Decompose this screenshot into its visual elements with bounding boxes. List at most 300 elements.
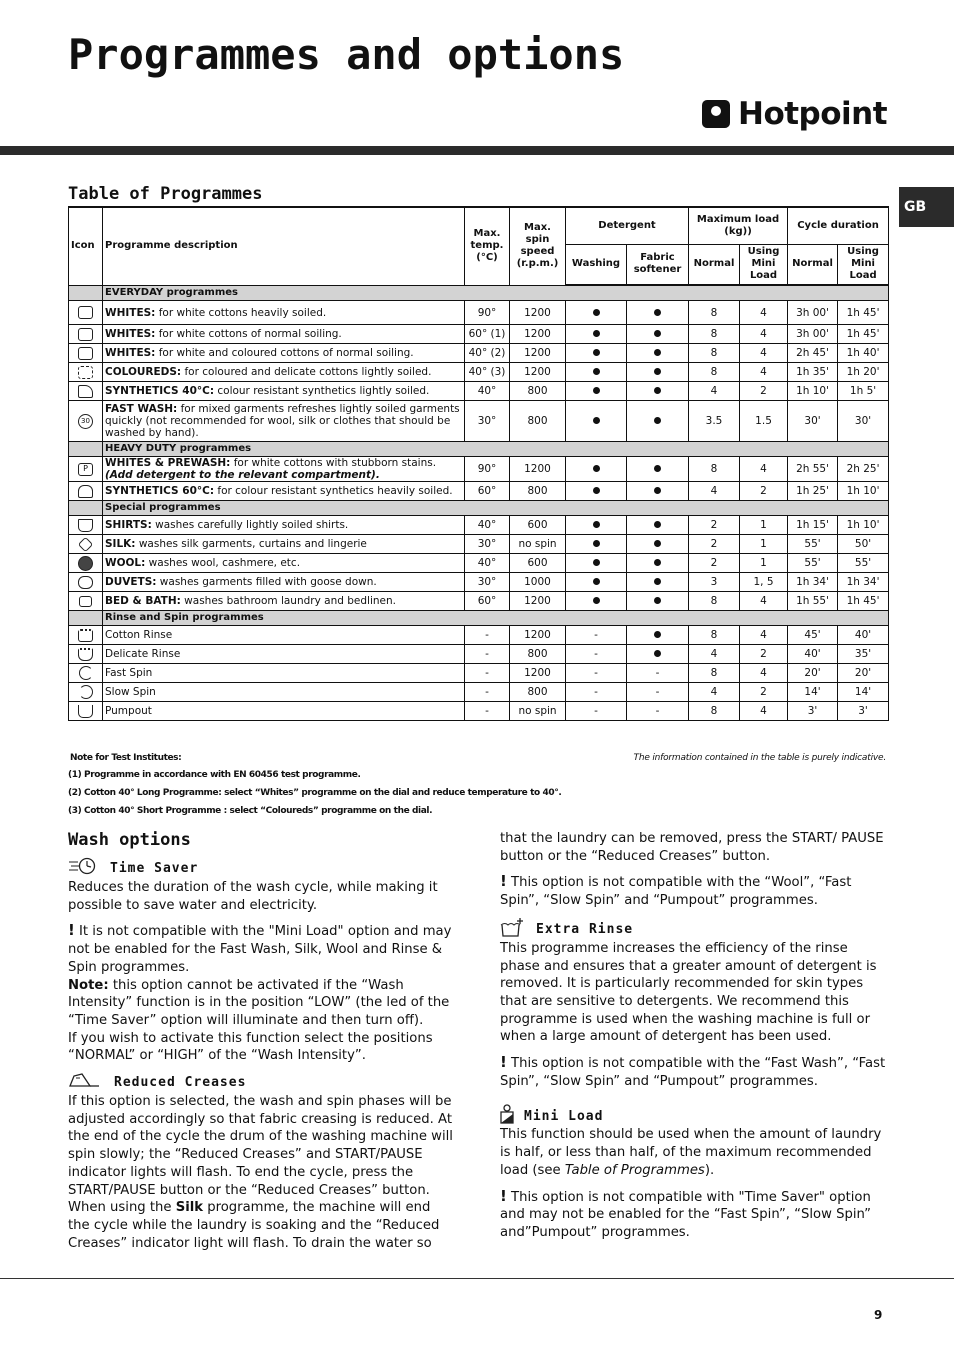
max-spin-cell: 1200 — [510, 457, 566, 482]
header-max-load: Maximum load (kg)) — [689, 207, 788, 244]
reduced-creases-icon — [68, 1072, 100, 1094]
warning-mark: ! — [500, 1053, 507, 1072]
time-saver-heading — [68, 859, 453, 879]
cotton-rinse-icon — [78, 629, 93, 641]
programme-name: WHITES: — [105, 328, 156, 340]
load-normal-cell: 2 — [689, 554, 740, 573]
programme-text: washes bathroom laundry and bedlinen. — [180, 595, 396, 607]
programmes-table — [68, 206, 889, 721]
washing-cell — [566, 554, 627, 573]
softener-cell — [627, 645, 689, 664]
table-row — [69, 683, 889, 702]
group-label: Rinse and Spin programmes — [103, 611, 889, 626]
washing-cell — [566, 382, 627, 401]
fast-spin-icon — [79, 667, 93, 679]
warning-mark: ! — [68, 921, 75, 940]
programme-description — [103, 645, 465, 664]
group-blank — [69, 442, 103, 457]
programme-name: SYNTHETICS 60°C: — [105, 485, 215, 497]
washing-cell — [566, 301, 627, 325]
programme-name: WHITES: — [105, 347, 156, 359]
load-normal-cell: 8 — [689, 301, 740, 325]
silk-text-a: When using the — [68, 1200, 176, 1216]
hotpoint-logo-mark-icon — [702, 100, 730, 128]
header-description: Programme description — [103, 207, 465, 285]
footnote-3: (3) Cotton 40° Short Programme : select “Coloureds” programme on the dial. — [68, 806, 433, 816]
load-normal-cell: 2 — [689, 516, 740, 535]
max-spin-cell: 1200 — [510, 664, 566, 683]
programme-text: for colour resistant synthetics heavily soiled. — [214, 485, 453, 497]
cycle-mini-cell: 20' — [838, 664, 889, 683]
softener-cell — [627, 592, 689, 611]
cycle-mini-cell: 55' — [838, 554, 889, 573]
table-row — [69, 325, 889, 344]
note-test-institutes: Note for Test Institutes: — [70, 753, 182, 763]
max-spin-cell: 800 — [510, 645, 566, 664]
load-normal-cell: 8 — [689, 325, 740, 344]
footnote-2: (2) Cotton 40° Long Programme: select “Whites” programme on the dial and reduce temperature to 40°. — [68, 788, 562, 798]
group-label: Special programmes — [103, 501, 889, 516]
warning-mark: ! — [500, 1186, 507, 1205]
reduced-creases-title: Reduced Creases — [114, 1075, 247, 1091]
softener-dot-icon — [654, 631, 661, 638]
programme-icon-cell — [69, 535, 103, 554]
cycle-normal-cell: 55' — [788, 554, 838, 573]
load-mini-cell: 4 — [740, 457, 788, 482]
max-spin-cell: 1000 — [510, 573, 566, 592]
table-row — [69, 664, 889, 683]
group-blank — [69, 285, 103, 301]
max-spin-cell: 800 — [510, 482, 566, 501]
programme-description — [103, 301, 465, 325]
washing-cell: - — [566, 626, 627, 645]
max-temp-cell: 60° — [465, 482, 510, 501]
load-normal-cell: 8 — [689, 664, 740, 683]
programme-icon-cell — [69, 457, 103, 482]
silk-text-c: programme, the machine will end the cycle while the laundry is soaking and the “Reduced Creases” indicator light will flash. To drain the water so — [68, 1200, 440, 1251]
cycle-normal-cell: 55' — [788, 535, 838, 554]
softener-dot-icon — [654, 487, 661, 494]
cycle-normal-cell: 1h 34' — [788, 573, 838, 592]
load-normal-cell: 4 — [689, 382, 740, 401]
coloureds-tub-icon — [78, 366, 93, 378]
softener-cell: - — [627, 664, 689, 683]
cycle-mini-cell: 1h 45' — [838, 325, 889, 344]
time-saver-activation: If you wish to activate this function select the positions “NORMAL” or “HIGH” of the “Wash Intensity”. — [68, 1030, 433, 1064]
programme-description — [103, 626, 465, 645]
softener-cell — [627, 363, 689, 382]
header-max-temp: Max. temp. (°C) — [465, 207, 510, 285]
softener-dot-icon — [654, 578, 661, 585]
programme-icon-cell — [69, 301, 103, 325]
softener-dot-icon — [654, 650, 661, 657]
extra-rinse-heading — [500, 920, 890, 940]
programme-name: COLOUREDS: — [105, 366, 182, 378]
load-mini-cell: 4 — [740, 702, 788, 721]
softener-dot-icon — [654, 368, 661, 375]
table-row — [69, 592, 889, 611]
washing-dot-icon — [593, 417, 600, 424]
programme-text: Fast Spin — [105, 667, 153, 679]
cotton-tub-icon — [78, 328, 93, 340]
softener-dot-icon — [654, 540, 661, 547]
programme-description — [103, 516, 465, 535]
max-spin-cell: 800 — [510, 382, 566, 401]
programme-name: WHITES: — [105, 306, 156, 319]
programme-icon-cell — [69, 363, 103, 382]
cotton-tub-icon — [78, 307, 93, 319]
programme-description — [103, 592, 465, 611]
cycle-normal-cell: 30' — [788, 401, 838, 442]
softener-cell: - — [627, 702, 689, 721]
mini-load-text-c: ). — [704, 1162, 715, 1178]
cycle-mini-cell: 1h 45' — [838, 592, 889, 611]
programme-name: SYNTHETICS 40°C: — [105, 385, 215, 397]
programme-description — [103, 325, 465, 344]
softener-cell — [627, 516, 689, 535]
header-divider-bar — [0, 146, 954, 155]
max-temp-cell: 60° — [465, 592, 510, 611]
cycle-normal-cell: 14' — [788, 683, 838, 702]
warning-mark: ! — [500, 872, 507, 891]
washing-cell — [566, 325, 627, 344]
softener-dot-icon — [654, 330, 661, 337]
load-normal-cell: 2 — [689, 535, 740, 554]
washing-dot-icon — [593, 349, 600, 356]
programme-text: washes garments filled with goose down. — [156, 576, 377, 588]
programme-description — [103, 457, 465, 482]
programme-text: for mixed garments refreshes lightly soiled garments quickly (not recommended for wool, silk or clothes that should be washed by hand). — [105, 403, 460, 439]
programme-icon-cell — [69, 573, 103, 592]
silk-text-b: Silk — [175, 1200, 204, 1216]
cycle-normal-cell: 1h 10' — [788, 382, 838, 401]
cycle-normal-cell: 1h 35' — [788, 363, 838, 382]
max-spin-cell: 1200 — [510, 301, 566, 325]
note-label: Note: — [68, 977, 109, 993]
load-mini-cell: 4 — [740, 592, 788, 611]
programme-description — [103, 554, 465, 573]
programme-text: Cotton Rinse — [105, 629, 173, 641]
programme-name: DUVETS: — [105, 576, 157, 588]
programme-emphasis: (Add detergent to the relevant compartment). — [105, 469, 380, 481]
reduced-creases-silk — [68, 1199, 453, 1252]
washing-cell: - — [566, 664, 627, 683]
washing-cell — [566, 401, 627, 442]
cycle-mini-cell: 1h 20' — [838, 363, 889, 382]
softener-dot-icon — [654, 597, 661, 604]
cycle-mini-cell: 30' — [838, 401, 889, 442]
synthetics-heavy-icon — [78, 485, 93, 497]
programme-icon-cell — [69, 592, 103, 611]
header-cycle-normal: Normal — [788, 244, 838, 285]
table-row — [69, 645, 889, 664]
fast-wash-30-icon: 30 — [78, 415, 93, 427]
washing-dot-icon — [593, 521, 600, 528]
cycle-mini-cell: 1h 34' — [838, 573, 889, 592]
programme-icon-cell — [69, 626, 103, 645]
washing-cell: - — [566, 702, 627, 721]
group-header-everyday — [69, 285, 889, 301]
softener-cell — [627, 401, 689, 442]
cycle-mini-cell: 1h 10' — [838, 516, 889, 535]
cycle-mini-cell: 1h 40' — [838, 344, 889, 363]
max-temp-cell: - — [465, 702, 510, 721]
table-row — [69, 482, 889, 501]
cycle-normal-cell: 2h 45' — [788, 344, 838, 363]
header-fabric-softener: Fabric softener — [627, 244, 689, 285]
load-normal-cell: 8 — [689, 344, 740, 363]
programme-text: Pumpout — [105, 705, 152, 717]
programme-icon-cell — [69, 401, 103, 442]
table-row — [69, 573, 889, 592]
silk-icon — [80, 538, 91, 550]
washing-cell: - — [566, 645, 627, 664]
cycle-mini-cell: 14' — [838, 683, 889, 702]
max-temp-cell: 90° — [465, 457, 510, 482]
washing-cell — [566, 516, 627, 535]
programme-text: for white cottons of normal soiling. — [155, 328, 342, 340]
table-row — [69, 363, 889, 382]
cycle-mini-cell: 1h 45' — [838, 301, 889, 325]
max-spin-cell: 1200 — [510, 344, 566, 363]
header-icon: Icon — [69, 207, 103, 285]
load-mini-cell: 1.5 — [740, 401, 788, 442]
load-mini-cell: 4 — [740, 626, 788, 645]
max-spin-cell: 1200 — [510, 363, 566, 382]
softener-cell — [627, 301, 689, 325]
load-mini-cell: 2 — [740, 645, 788, 664]
max-spin-cell: 600 — [510, 516, 566, 535]
table-row — [69, 702, 889, 721]
mini-load-heading — [500, 1106, 890, 1126]
programme-name: WOOL: — [105, 557, 146, 569]
programme-text: washes carefully lightly soiled shirts. — [151, 519, 349, 531]
shirt-icon — [78, 519, 93, 531]
programme-description — [103, 401, 465, 442]
max-temp-cell: 40° — [465, 516, 510, 535]
load-normal-cell: 8 — [689, 363, 740, 382]
header-load-mini: Using Mini Load — [740, 244, 788, 285]
programme-icon-cell — [69, 482, 103, 501]
cycle-mini-cell: 35' — [838, 645, 889, 664]
softener-dot-icon — [654, 521, 661, 528]
softener-cell — [627, 573, 689, 592]
wash-options-right-column — [500, 830, 890, 1242]
programme-text: Delicate Rinse — [105, 648, 181, 660]
mini-load-text-a: This function should be used when the amount of laundry is half, or less than half, of the maximum recommended load (see — [500, 1127, 882, 1178]
load-mini-cell: 4 — [740, 363, 788, 382]
max-temp-cell: 30° — [465, 535, 510, 554]
max-spin-cell: 800 — [510, 401, 566, 442]
programme-text: for white cottons heavily soiled. — [155, 306, 327, 319]
max-spin-cell: 1200 — [510, 626, 566, 645]
delicate-rinse-icon — [78, 648, 93, 660]
softener-cell — [627, 535, 689, 554]
group-header-special — [69, 501, 889, 516]
programme-text: washes wool, cashmere, etc. — [145, 557, 301, 569]
programme-text: for white and coloured cottons of normal soiling. — [155, 347, 414, 359]
mini-load-text — [500, 1126, 890, 1179]
max-temp-cell: 40° (2) — [465, 344, 510, 363]
programme-name: WHITES & PREWASH: — [105, 457, 231, 469]
programme-name: SHIRTS: — [105, 519, 152, 531]
programme-description — [103, 573, 465, 592]
load-normal-cell: 8 — [689, 592, 740, 611]
softener-cell — [627, 554, 689, 573]
load-mini-cell: 4 — [740, 664, 788, 683]
group-label: HEAVY DUTY programmes — [103, 442, 889, 457]
duvet-icon — [78, 576, 93, 588]
max-spin-cell: 1200 — [510, 592, 566, 611]
table-row — [69, 401, 889, 442]
washing-dot-icon — [593, 487, 600, 494]
max-spin-cell: no spin — [510, 535, 566, 554]
group-blank — [69, 501, 103, 516]
cycle-mini-cell: 1h 5' — [838, 382, 889, 401]
cycle-normal-cell: 3h 00' — [788, 301, 838, 325]
programme-description — [103, 344, 465, 363]
programme-description — [103, 664, 465, 683]
programme-description — [103, 482, 465, 501]
washing-dot-icon — [593, 540, 600, 547]
washing-cell — [566, 535, 627, 554]
table-row — [69, 457, 889, 482]
washing-dot-icon — [593, 368, 600, 375]
group-header-rinse — [69, 611, 889, 626]
time-saver-icon — [68, 857, 98, 881]
programme-icon-cell — [69, 554, 103, 573]
page-number: 9 — [874, 1308, 883, 1322]
extra-rinse-icon — [500, 917, 524, 943]
washing-cell — [566, 592, 627, 611]
language-tab: GB — [899, 187, 954, 227]
header-max-spin: Max. spin speed (r.p.m.) — [510, 207, 566, 285]
cycle-mini-cell: 40' — [838, 626, 889, 645]
table-row — [69, 344, 889, 363]
programme-text: for coloured and delicate cottons lightly soiled. — [181, 366, 432, 378]
slow-spin-icon — [79, 686, 93, 698]
programme-icon-cell — [69, 382, 103, 401]
table-row — [69, 516, 889, 535]
load-normal-cell: 3.5 — [689, 401, 740, 442]
load-normal-cell: 8 — [689, 626, 740, 645]
load-mini-cell: 2 — [740, 382, 788, 401]
programme-description — [103, 535, 465, 554]
cycle-normal-cell: 20' — [788, 664, 838, 683]
programme-text: for white cottons with stubborn stains. — [230, 457, 437, 469]
washing-dot-icon — [593, 559, 600, 566]
washing-cell — [566, 363, 627, 382]
load-mini-cell: 4 — [740, 325, 788, 344]
footer-divider — [0, 1278, 954, 1279]
max-temp-cell: 40° — [465, 554, 510, 573]
washing-dot-icon — [593, 465, 600, 472]
load-mini-cell: 1 — [740, 554, 788, 573]
load-mini-cell: 4 — [740, 344, 788, 363]
cycle-normal-cell: 1h 15' — [788, 516, 838, 535]
load-mini-cell: 1, 5 — [740, 573, 788, 592]
max-spin-cell: no spin — [510, 702, 566, 721]
programme-icon-cell — [69, 344, 103, 363]
softener-dot-icon — [654, 465, 661, 472]
max-spin-cell: 1200 — [510, 325, 566, 344]
softener-cell — [627, 344, 689, 363]
load-normal-cell: 8 — [689, 457, 740, 482]
cycle-normal-cell: 1h 25' — [788, 482, 838, 501]
programme-text: colour resistant synthetics lightly soiled. — [214, 385, 430, 397]
programme-name: SILK: — [105, 538, 136, 550]
max-temp-cell: 40° — [465, 382, 510, 401]
max-temp-cell: 60° (1) — [465, 325, 510, 344]
page-title: Programmes and options — [68, 30, 625, 79]
load-mini-cell: 4 — [740, 301, 788, 325]
max-temp-cell: 40° (3) — [465, 363, 510, 382]
cotton-tub-icon — [78, 347, 93, 359]
mini-load-title: Mini Load — [524, 1108, 604, 1124]
reduced-creases-warning — [500, 873, 890, 909]
time-saver-warning-text: It is not compatible with the "Mini Load" option and may not be enabled for the Fast Wash, Silk, Wool and Rinse & Spin programmes. — [68, 924, 452, 975]
synthetics-icon — [78, 385, 93, 397]
cycle-normal-cell: 45' — [788, 626, 838, 645]
programme-icon-cell — [69, 683, 103, 702]
wash-options-title: Wash options — [68, 830, 191, 850]
extra-rinse-text: This programme increases the efficiency of the rinse phase and ensures that a greater amount of detergent is removed. It is particularly recommended for skin types that are sensitive to detergents. We recommend this programme is used when the washing machine is full or when a large amount of detergent has been used. — [500, 940, 877, 1045]
load-normal-cell: 4 — [689, 683, 740, 702]
softener-cell — [627, 626, 689, 645]
washing-cell — [566, 457, 627, 482]
cycle-normal-cell: 40' — [788, 645, 838, 664]
pumpout-icon — [78, 705, 93, 717]
programme-icon-cell — [69, 702, 103, 721]
washing-cell — [566, 344, 627, 363]
programme-text: washes silk garments, curtains and lingerie — [135, 538, 367, 550]
softener-cell — [627, 382, 689, 401]
cycle-normal-cell: 1h 55' — [788, 592, 838, 611]
max-temp-cell: - — [465, 626, 510, 645]
reduced-creases-warning-text: This option is not compatible with the “Wool”, “Fast Spin”, “Slow Spin” and “Pumpout” programmes. — [500, 875, 852, 909]
programme-description — [103, 683, 465, 702]
load-normal-cell: 4 — [689, 482, 740, 501]
washing-dot-icon — [593, 309, 600, 316]
cycle-normal-cell: 3h 00' — [788, 325, 838, 344]
extra-rinse-warning — [500, 1054, 890, 1090]
time-saver-note-text: this option cannot be activated if the “Wash Intensity” function is in the position “LOW” (the led of the “Time Saver” option will illuminate and then turn off). — [68, 977, 450, 1028]
max-temp-cell: 30° — [465, 401, 510, 442]
cycle-mini-cell: 3' — [838, 702, 889, 721]
header-cycle-mini: Using Mini Load — [838, 244, 889, 285]
softener-cell — [627, 482, 689, 501]
prewash-icon: P — [78, 463, 93, 475]
cycle-mini-cell: 1h 10' — [838, 482, 889, 501]
programme-description — [103, 363, 465, 382]
table-reference: Table of Programmes — [564, 1162, 705, 1178]
extra-rinse-title: Extra Rinse — [536, 921, 634, 937]
table-row — [69, 382, 889, 401]
programme-name: FAST WASH: — [105, 403, 178, 415]
programme-description — [103, 702, 465, 721]
softener-cell — [627, 325, 689, 344]
reduced-creases-text: If this option is selected, the wash and spin phases will be adjusted accordingly so that fabric creasing is reduced. At the end of the cycle the drum of the washing machine will spin slowly; the “Reduced Creases” and START/PAUSE indicator lights will flash. To end the cycle, press the START/PAUSE button or the “Reduced Creases” button. — [68, 1094, 453, 1198]
wash-options-left-column — [68, 859, 453, 1252]
programme-icon-cell — [69, 664, 103, 683]
cycle-normal-cell: 3' — [788, 702, 838, 721]
load-normal-cell: 8 — [689, 702, 740, 721]
softener-dot-icon — [654, 417, 661, 424]
hotpoint-logo — [702, 94, 887, 134]
max-temp-cell: 90° — [465, 301, 510, 325]
mini-load-warning-text: This option is not compatible with "Time Saver" option and may not be enabled for the “Fast Spin”, “Slow Spin” and”Pumpout” programmes. — [500, 1189, 871, 1240]
table-row — [69, 554, 889, 573]
